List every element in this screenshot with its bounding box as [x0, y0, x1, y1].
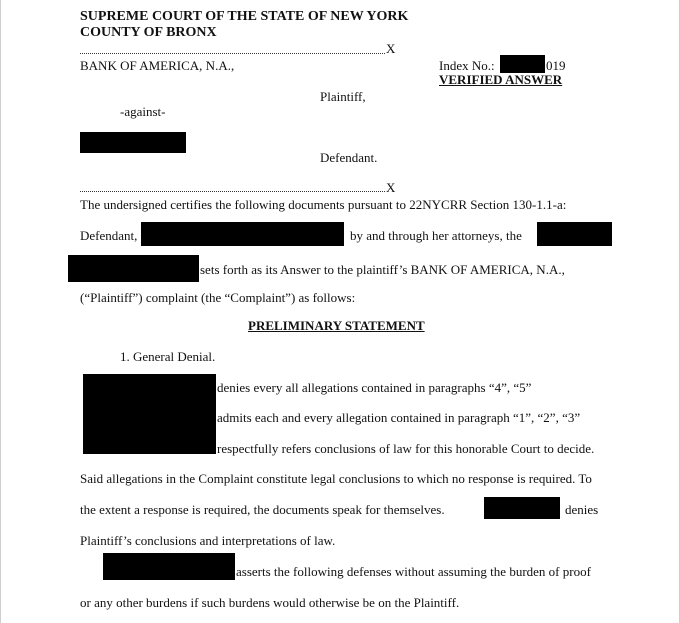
- refers-line: respectfully refers conclusions of law for this honorable Court to decide.: [217, 441, 595, 456]
- denies-word: denies: [565, 502, 599, 517]
- other-burdens-line: or any other burdens if such burdens would otherwise be on the Plaintiff.: [80, 595, 460, 610]
- paragraph-defendant-label: Defendant,: [80, 228, 138, 243]
- redaction-index-number: [500, 55, 545, 73]
- index-suffix: 019: [546, 58, 566, 73]
- certification-line: The undersigned certifies the following documents pursuant to 22NYCRR Section 130-1.1-a:: [80, 197, 567, 212]
- index-label: Index No.:: [439, 58, 495, 73]
- redaction-defendant-name: [80, 132, 186, 153]
- asserts-defenses-line: asserts the following defenses without assuming the burden of proof: [236, 564, 591, 579]
- redaction-firm-name: [68, 255, 199, 282]
- plaintiff-conclusions-line: Plaintiff’s conclusions and interpretations of law.: [80, 533, 336, 548]
- county-name: COUNTY OF BRONX: [80, 25, 217, 40]
- paragraph-attorneys-text: by and through her attorneys, the: [350, 228, 522, 243]
- admits-line: admits each and every allegation contained in paragraph “1”, “2”, “3”: [217, 410, 581, 425]
- redaction-party-name: [484, 497, 560, 519]
- section-heading: PRELIMINARY STATEMENT: [248, 318, 425, 333]
- document-title: VERIFIED ANSWER: [439, 72, 563, 87]
- plaintiff-name: BANK OF AMERICA, N.A.,: [80, 58, 235, 73]
- caption-divider-bottom: [80, 191, 385, 192]
- paragraph-complaint-text: (“Plaintiff”) complaint (the “Complaint”) as follows:: [80, 290, 356, 305]
- denies-line: denies every all allegations contained in paragraphs “4”, “5”: [217, 380, 532, 395]
- defendant-role: Defendant.: [320, 150, 378, 165]
- caption-x-bottom: X: [386, 180, 396, 195]
- redaction-attorney-firm: [537, 222, 612, 246]
- page-border-left: [0, 0, 1, 623]
- caption-divider-top: [80, 53, 385, 54]
- legal-conclusions-line: Said allegations in the Complaint constitute legal conclusions to which no response is required. To: [80, 471, 592, 486]
- redaction-denial-block: [83, 374, 216, 454]
- plaintiff-role: Plaintiff,: [320, 89, 366, 104]
- documents-speak-line: the extent a response is required, the documents speak for themselves.: [80, 502, 445, 517]
- item-general-denial: 1. General Denial.: [120, 349, 216, 364]
- redaction-defendant-full-name: [141, 222, 344, 246]
- paragraph-answer-text: sets forth as its Answer to the plaintiff’s BANK OF AMERICA, N.A.,: [200, 262, 565, 277]
- redaction-defenses-party: [103, 553, 235, 580]
- against-label: -against-: [120, 104, 166, 119]
- caption-x-top: X: [386, 41, 396, 56]
- court-name: SUPREME COURT OF THE STATE OF NEW YORK: [80, 9, 409, 24]
